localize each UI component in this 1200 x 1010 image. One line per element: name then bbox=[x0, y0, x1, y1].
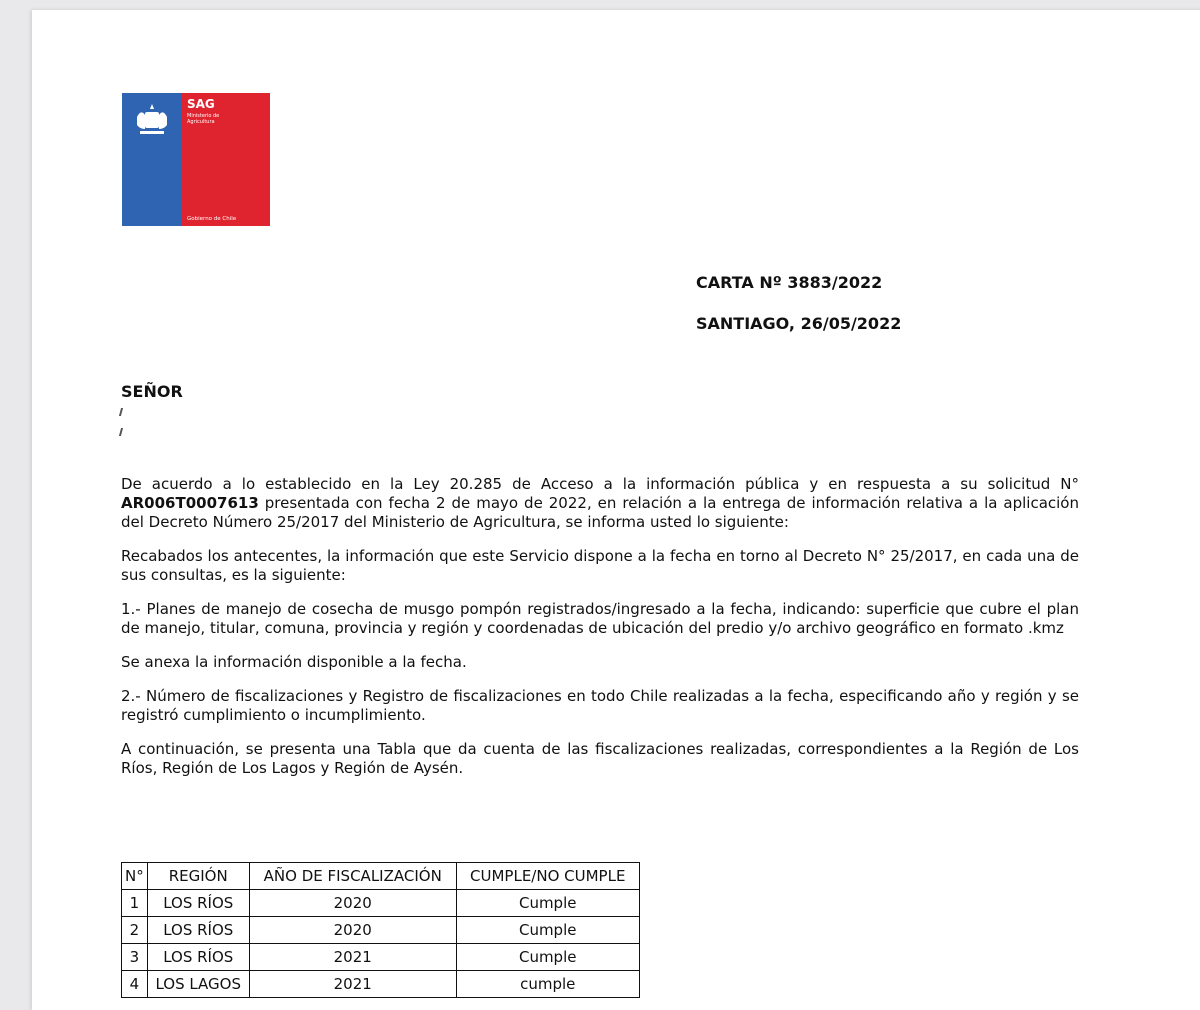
table-cell: Cumple bbox=[456, 890, 639, 917]
table-cell: 1 bbox=[122, 890, 148, 917]
table-row bbox=[122, 944, 640, 971]
table-cell: Cumple bbox=[456, 944, 639, 971]
table-header-row bbox=[122, 863, 640, 890]
table-cell: Cumple bbox=[456, 917, 639, 944]
paragraph-item-2: 2.- Número de fiscalizaciones y Registro de fiscalizaciones en todo Chile realizadas a la fecha, especificando año y región y se registró cumplimiento o incumplimiento. bbox=[121, 687, 1079, 724]
column-header: AÑO DE FISCALIZACIÓN bbox=[249, 863, 456, 890]
letter-number: CARTA Nº 3883/2022 bbox=[696, 273, 883, 292]
table-cell: 2021 bbox=[249, 971, 456, 998]
table-cell: 4 bbox=[122, 971, 148, 998]
recipient-salutation: SEÑOR bbox=[121, 382, 183, 401]
paragraph-intro: De acuerdo a lo establecido en la Ley 20.285 de Acceso a la información pública y en respuesta a su solicitud N° AR006T0007613 presentada con fecha 2 de mayo de 2022, en relación a la entrega de información relativa a la aplicación del Decreto Número 25/2017 del Ministerio de Agricultura, se informa usted lo siguiente: bbox=[121, 475, 1079, 531]
fiscalizations-table bbox=[121, 862, 640, 998]
column-header: N° bbox=[122, 863, 148, 890]
table-row bbox=[122, 890, 640, 917]
table-cell: 2020 bbox=[249, 917, 456, 944]
logo-blue-panel bbox=[122, 93, 181, 226]
paragraph-annex: Se anexa la información disponible a la fecha. bbox=[121, 653, 467, 671]
table-cell: LOS LAGOS bbox=[147, 971, 249, 998]
request-code: AR006T0007613 bbox=[121, 494, 259, 512]
paragraph-item-1: 1.- Planes de manejo de cosecha de musgo pompón registrados/ingresado a la fecha, indicando: superficie que cubre el plan de manejo, titular, comuna, provincia y región y coordenadas de ubicación del predio y/o archivo geográfico en formato .kmz bbox=[121, 600, 1079, 637]
table-cell: cumple bbox=[456, 971, 639, 998]
table-cell: 2020 bbox=[249, 890, 456, 917]
sag-logo bbox=[122, 93, 270, 226]
logo-ministry: Ministerio de Agricultura bbox=[187, 113, 220, 125]
logo-government: Gobierno de Chile bbox=[187, 216, 237, 222]
logo-brand: SAG bbox=[187, 97, 215, 111]
table-row bbox=[122, 971, 640, 998]
column-header: REGIÓN bbox=[147, 863, 249, 890]
table-cell: LOS RÍOS bbox=[147, 944, 249, 971]
coat-of-arms-icon bbox=[132, 103, 172, 139]
table-row bbox=[122, 917, 640, 944]
paragraph-table-intro: A continuación, se presenta una Tabla que da cuenta de las fiscalizaciones realizadas, correspondientes a la Región de Los Ríos, Región de Los Lagos y Región de Aysén. bbox=[121, 740, 1079, 777]
column-header: CUMPLE/NO CUMPLE bbox=[456, 863, 639, 890]
table-cell: 2 bbox=[122, 917, 148, 944]
letter-place-date: SANTIAGO, 26/05/2022 bbox=[696, 314, 902, 333]
table-cell: LOS RÍOS bbox=[147, 917, 249, 944]
table-cell: 3 bbox=[122, 944, 148, 971]
letter-body bbox=[121, 475, 1079, 793]
table-cell: LOS RÍOS bbox=[147, 890, 249, 917]
paragraph-antecedents: Recabados los antecentes, la información que este Servicio dispone a la fecha en torno al Decreto N° 25/2017, en cada una de sus consultas, es la siguiente: bbox=[121, 547, 1079, 584]
table-cell: 2021 bbox=[249, 944, 456, 971]
logo-red-panel bbox=[181, 93, 270, 226]
